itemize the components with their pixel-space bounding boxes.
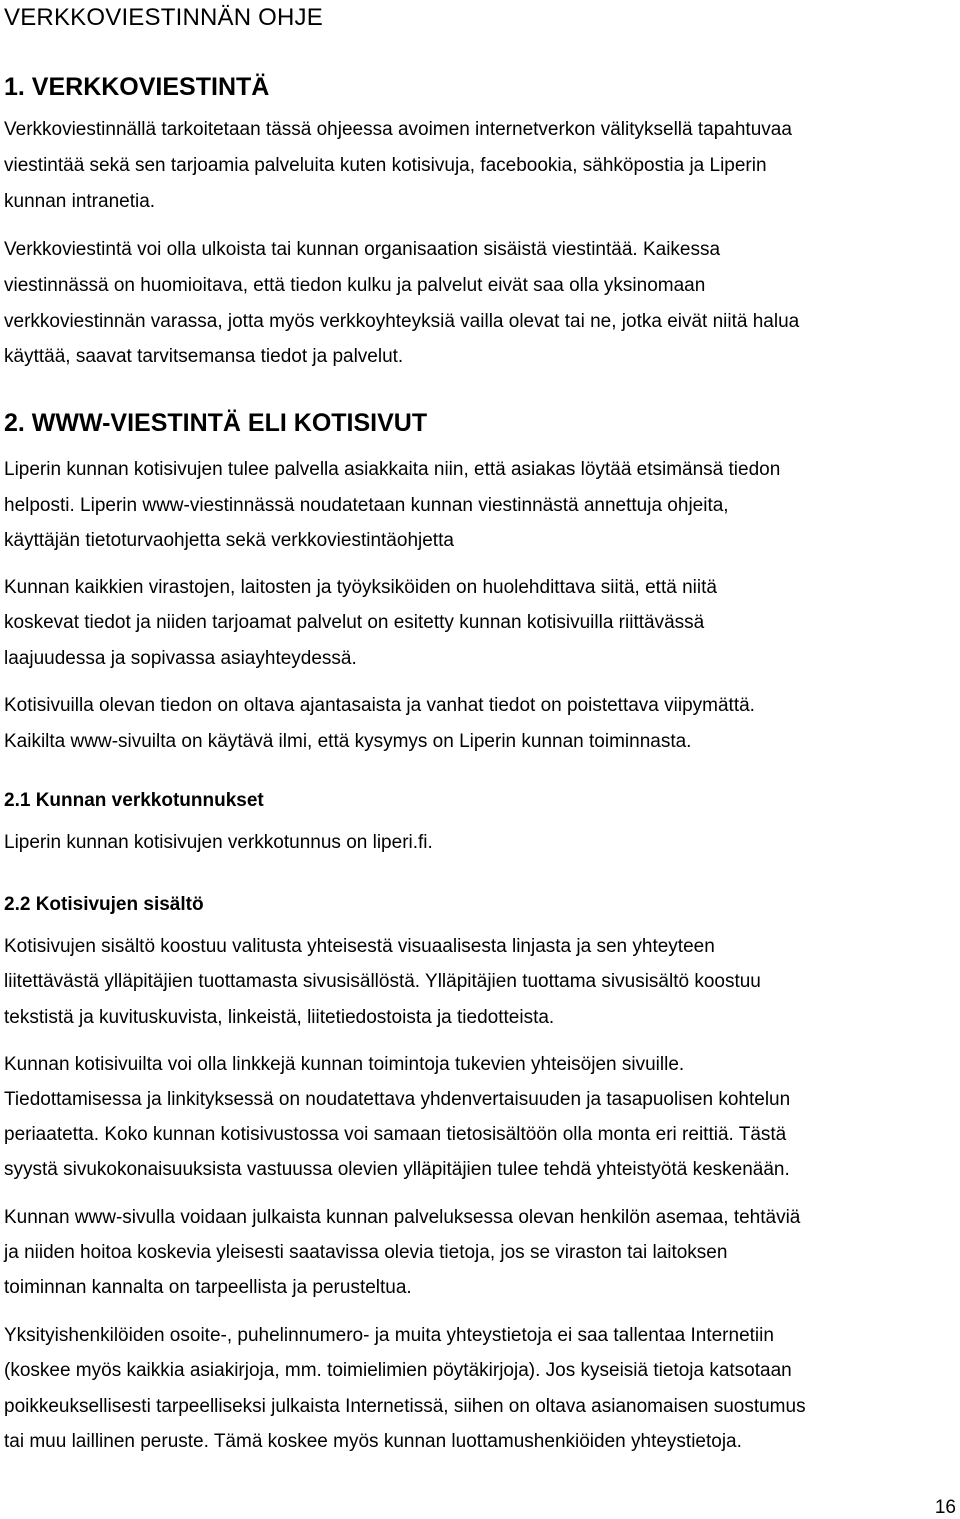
section-2-heading: 2. WWW-VIESTINTÄ ELI KOTISIVUT bbox=[4, 409, 428, 437]
paragraph-line: Tiedottamisessa ja linkityksessä on noudatettava yhdenvertaisuuden ja tasapuolisen kohtelun bbox=[4, 1089, 791, 1110]
paragraph-line: Kotisivujen sisältö koostuu valitusta yhteisestä visuaalisesta linjasta ja sen yhteyteen bbox=[4, 936, 715, 957]
page-number: 16 bbox=[934, 1497, 956, 1518]
paragraph-line: Kunnan kotisivuilta voi olla linkkejä kunnan toimintoja tukevien yhteisöjen sivuille. bbox=[4, 1054, 685, 1075]
paragraph-line: tekstistä ja kuvituskuvista, linkeistä, liitetiedostoista ja tiedotteista. bbox=[4, 1007, 555, 1028]
paragraph-line: toiminnan kannalta on tarpeellista ja perusteltua. bbox=[4, 1277, 412, 1298]
paragraph-line: Kaikilta www-sivuilta on käytävä ilmi, että kysymys on Liperin kunnan toiminnasta. bbox=[4, 731, 692, 752]
paragraph-line: Verkkoviestinnällä tarkoitetaan tässä ohjeessa avoimen internetverkon välityksellä tapahtuvaa bbox=[4, 119, 792, 140]
paragraph-line: Liperin kunnan kotisivujen tulee palvella asiakkaita niin, että asiakas löytää etsimänsä tiedon bbox=[4, 459, 781, 480]
paragraph-line: viestinnässä on huomioitava, että tiedon kulku ja palvelut eivät saa olla yksinomaan bbox=[4, 275, 706, 296]
paragraph-line: laajuudessa ja sopivassa asiayhteydessä. bbox=[4, 648, 357, 669]
paragraph-line: viestintää sekä sen tarjoamia palveluita kuten kotisivuja, facebookia, sähköpostia ja Liperin bbox=[4, 155, 767, 176]
section-1-heading: 1. VERKKOVIESTINTÄ bbox=[4, 73, 270, 101]
paragraph-line: tai muu laillinen peruste. Tämä koskee myös kunnan luottamushenkiöiden yhteystietoja. bbox=[4, 1431, 742, 1452]
paragraph-line: Yksityishenkilöiden osoite-, puhelinnumero- ja muita yhteystietoja ei saa tallentaa Internetiin bbox=[4, 1325, 774, 1346]
paragraph-line: Liperin kunnan kotisivujen verkkotunnus on liperi.fi. bbox=[4, 832, 433, 853]
subsection-2-2-heading: 2.2 Kotisivujen sisältö bbox=[4, 894, 204, 915]
paragraph-line: syystä sivukokonaisuuksista vastuussa olevien ylläpitäjien tulee tehdä yhteistyötä keskenään. bbox=[4, 1159, 790, 1180]
paragraph-line: Kunnan kaikkien virastojen, laitosten ja työyksiköiden on huolehdittava siitä, että niitä bbox=[4, 577, 717, 598]
paragraph-line: poikkeuksellisesti tarpeelliseksi julkaista Internetissä, siihen on oltava asianomaisen suostumus bbox=[4, 1396, 806, 1417]
paragraph-line: käyttää, saavat tarvitsemansa tiedot ja palvelut. bbox=[4, 346, 404, 367]
paragraph-line: (koskee myös kaikkia asiakirjoja, mm. toimielimien pöytäkirjoja). Jos kyseisiä tietoja katsotaan bbox=[4, 1360, 792, 1381]
paragraph-line: Kotisivuilla olevan tiedon on oltava ajantasaista ja vanhat tiedot on poistettava viipymättä. bbox=[4, 695, 755, 716]
paragraph-line: kunnan intranetia. bbox=[4, 191, 156, 212]
paragraph-line: ja niiden hoitoa koskevia yleisesti saatavissa olevia tietoja, jos se viraston tai laitoksen bbox=[4, 1242, 728, 1263]
paragraph-line: Verkkoviestintä voi olla ulkoista tai kunnan organisaation sisäistä viestintää. Kaikessa bbox=[4, 239, 721, 260]
paragraph-line: Kunnan www-sivulla voidaan julkaista kunnan palveluksessa olevan henkilön asemaa, tehtäviä bbox=[4, 1207, 801, 1228]
paragraph-line: koskevat tiedot ja niiden tarjoamat palvelut on esitetty kunnan kotisivuilla riittävässä bbox=[4, 612, 705, 633]
paragraph-line: liitettävästä ylläpitäjien tuottamasta sivusisällöstä. Ylläpitäjien tuottama sivusisältö koostuu bbox=[4, 971, 761, 992]
paragraph-line: helposti. Liperin www-viestinnässä noudatetaan kunnan viestinnästä annettuja ohjeita, bbox=[4, 495, 729, 516]
paragraph-line: verkkoviestinnän varassa, jotta myös verkkoyhteyksiä vailla olevat tai ne, jotka eivät niitä halua bbox=[4, 311, 800, 332]
paragraph-line: periaatetta. Koko kunnan kotisivustossa voi samaan tietosisältöön olla monta eri reittiä. Tästä bbox=[4, 1124, 787, 1145]
document-title: VERKKOVIESTINNÄN OHJE bbox=[4, 4, 323, 31]
subsection-2-1-heading: 2.1 Kunnan verkkotunnukset bbox=[4, 790, 264, 811]
paragraph-line: käyttäjän tietoturvaohjetta sekä verkkoviestintäohjetta bbox=[4, 530, 454, 551]
